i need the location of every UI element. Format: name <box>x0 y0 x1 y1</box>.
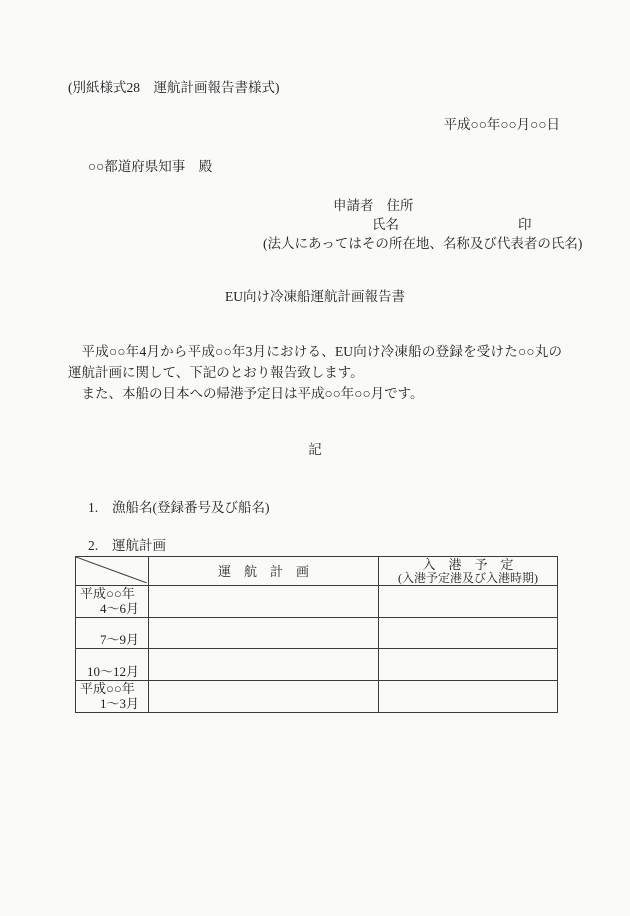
list-item-operation-plan <box>88 538 166 553</box>
period-cell <box>76 618 149 649</box>
addressee-line: ○○都道府県知事 殿 <box>88 159 213 174</box>
arrival-cell <box>379 649 558 681</box>
corporate-note: (法人にあってはその所在地、名称及び代表者の氏名) <box>263 236 583 251</box>
item-number: 1. <box>88 500 99 515</box>
period-months: 1〜3月 <box>99 696 139 711</box>
arrival-cell <box>379 586 558 618</box>
arrival-cell <box>379 681 558 713</box>
plan-cell <box>149 586 379 618</box>
operation-plan-table <box>75 556 558 713</box>
arrival-cell <box>379 618 558 649</box>
period-cell <box>76 649 149 681</box>
name-label: 氏名 <box>372 217 399 232</box>
plan-cell <box>149 618 379 649</box>
period-cell <box>76 681 149 713</box>
date-line: 平成○○年○○月○○日 <box>443 117 560 132</box>
arrival-header-main: 入 港 予 定 <box>422 557 514 572</box>
record-marker: 記 <box>308 442 322 457</box>
table-row-q1 <box>76 586 558 618</box>
list-item-fishing-vessel <box>88 500 270 515</box>
period-cell <box>76 586 149 618</box>
arrival-header-sub: (入港予定港及び入港時期) <box>398 571 538 585</box>
plan-cell <box>149 681 379 713</box>
item-number: 2. <box>88 538 99 553</box>
table-corner-cell <box>76 557 149 586</box>
table-row-q2 <box>76 618 558 649</box>
seal-label: 印 <box>518 217 532 232</box>
body-paragraph-1: 平成○○年4月から平成○○年3月における、EU向け冷凍船の登録を受けた○○丸の運航計画に関して、下記のとおり報告致します。 <box>68 344 562 380</box>
applicant-row <box>333 198 414 213</box>
table-row-q4 <box>76 681 558 713</box>
body-text <box>68 341 562 404</box>
body-paragraph-2: また、本船の日本への帰港予定日は平成○○年○○月です。 <box>81 386 424 401</box>
column-header-plan: 運 航 計 画 <box>149 557 379 586</box>
form-label: (別紙様式28 運航計画報告書様式) <box>68 80 280 95</box>
item-label: 漁船名(登録番号及び船名) <box>112 500 270 515</box>
item-label: 運航計画 <box>112 538 166 553</box>
column-header-arrival <box>379 557 558 586</box>
table-header-row <box>76 557 558 586</box>
applicant-name-row <box>372 217 562 232</box>
document-title: EU向け冷凍船運航計画報告書 <box>225 289 405 304</box>
period-year: 平成○○年 <box>80 586 135 601</box>
period-year: 平成○○年 <box>80 681 135 696</box>
applicant-label: 申請者 <box>333 198 374 213</box>
address-label: 住所 <box>386 198 414 213</box>
period-months: 7〜9月 <box>99 632 139 647</box>
table-row-q3 <box>76 649 558 681</box>
period-months: 10〜12月 <box>86 664 139 679</box>
period-months: 4〜6月 <box>99 601 139 616</box>
diagonal-line-icon <box>76 557 147 583</box>
plan-cell <box>149 649 379 681</box>
